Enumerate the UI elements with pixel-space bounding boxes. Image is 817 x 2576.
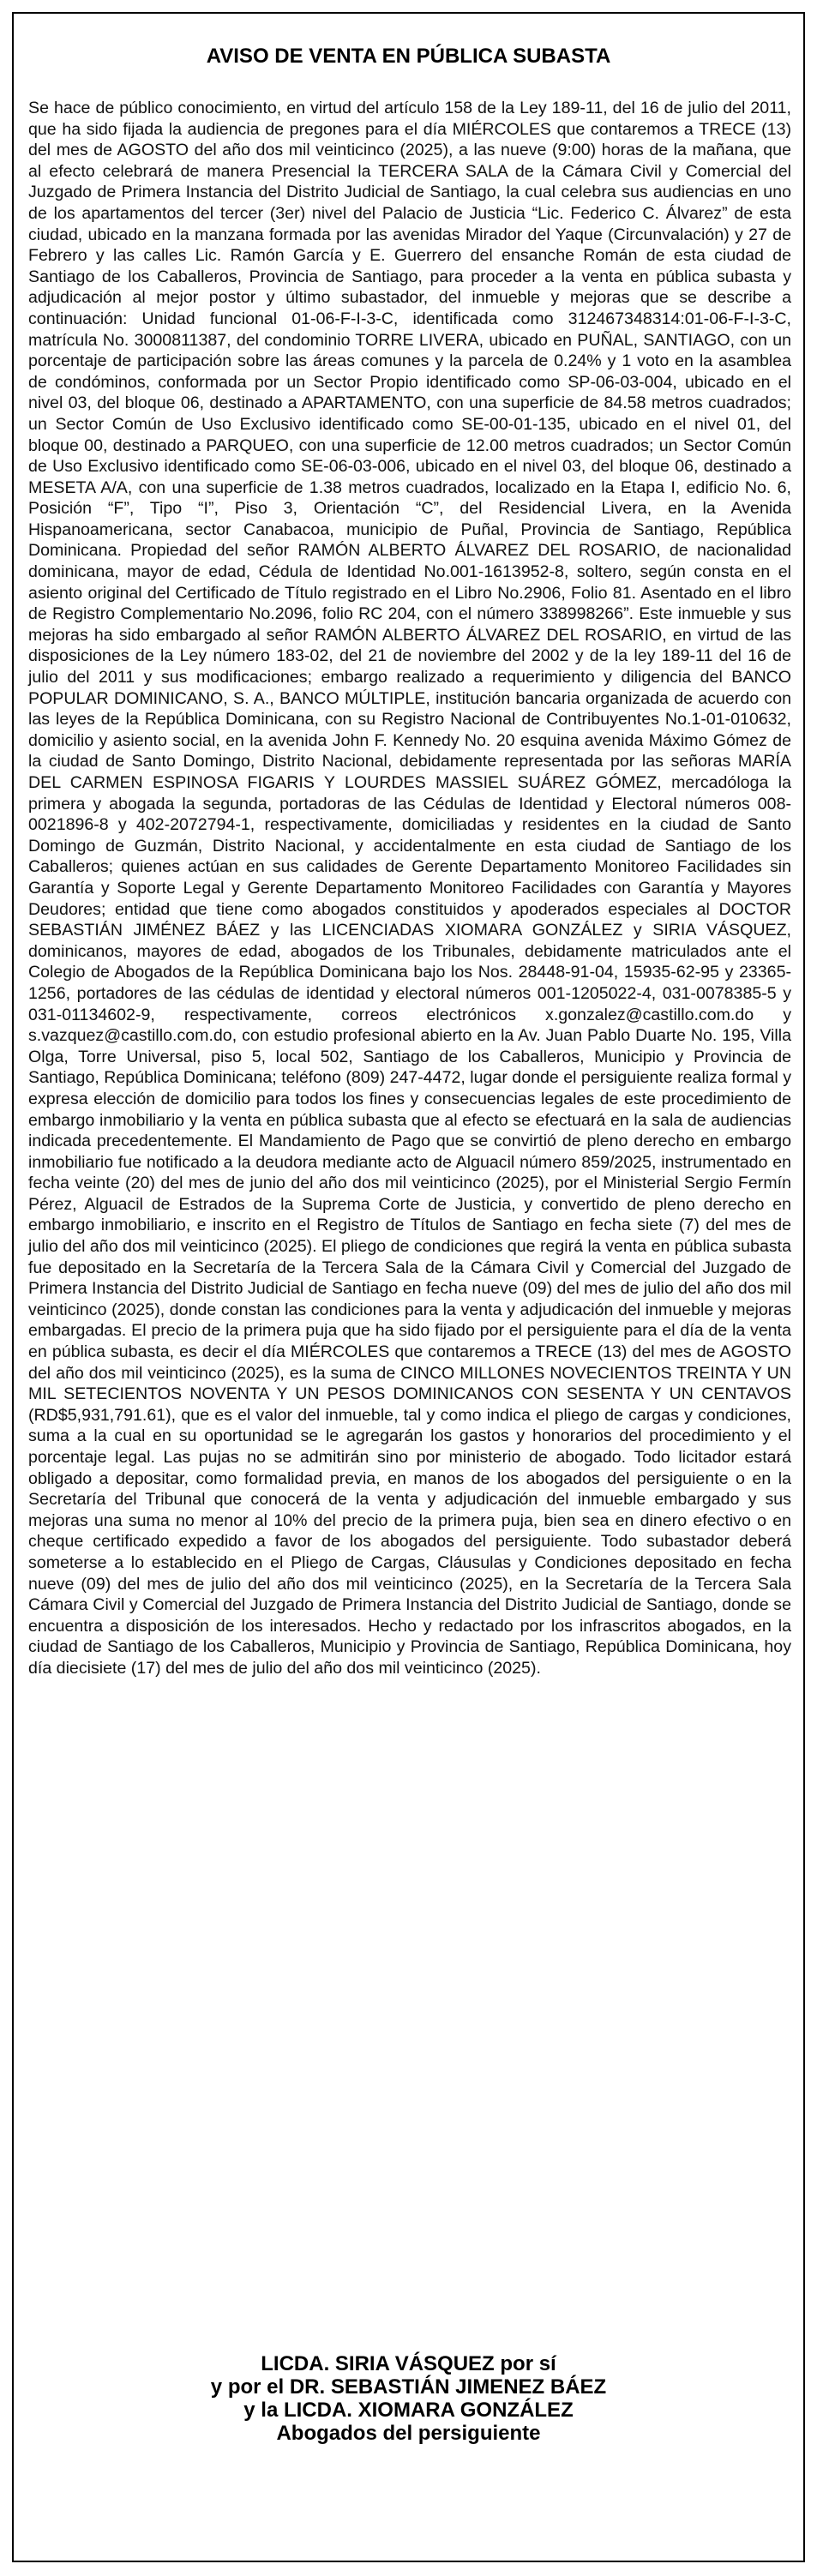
signature-line-4: Abogados del persiguiente: [276, 2422, 541, 2445]
signature-line-1: LICDA. SIRIA VÁSQUEZ por sí: [261, 2352, 556, 2375]
signature-line-2: y por el DR. SEBASTIÁN JIMENEZ BÁEZ: [210, 2375, 607, 2399]
signature-block: [14, 2352, 803, 2445]
notice-title: AVISO DE VENTA EN PÚBLICA SUBASTA: [206, 45, 611, 68]
notice-body-text: Se hace de público conocimiento, en virtud del artículo 158 de la Ley 189-11, del 16 de julio del 2011, que ha sido fijada la audiencia de pregones para el día MIÉRCOLES que contaremos a TRECE (13) del mes de AGOSTO del año dos mil veinticinco (2025), a las nueve (9:00) horas de la mañana, que al efecto celebrará de manera Presencial la TERCERA SALA de la Cámara Civil y Comercial del Juzgado de Primera Instancia del Distrito Judicial de Santiago, la cual celebra sus audiencias en uno de los apartamentos del tercer (3er) nivel del Palacio de Justicia “Lic. Federico C. Álvarez” de esta ciudad, ubicado en la manzana formada por las avenidas Mirador del Yaque (Circunvalación) y 27 de Febrero y las calles Lic. Ramón García y E. Guerrero del ensanche Román de esta ciudad de Santiago de los Caballeros, Provincia de Santiago, para proceder a la venta en pública subasta y adjudicación al mejor postor y último subastador, del inmueble y mejoras que se describe a continuación: Unidad funcional 01-06-F-I-3-C, identificada como 312467348314:01-06-F-I-3-C, matrícula No. 3000811387, del condominio TORRE LIVERA, ubicado en PUÑAL, SANTIAGO, con un porcentaje de participación sobre las áreas comunes y la parcela de 0.24% y 1 voto en la asamblea de condóminos, conformada por un Sector Propio identificado como SP-06-03-004, ubicado en el nivel 03, del bloque 06, destinado a APARTAMENTO, con una superficie de 84.58 metros cuadrados; un Sector Común de Uso Exclusivo identificado como SE-00-01-135, ubicado en el nivel 01, del bloque 00, destinado a PARQUEO, con una superficie de 12.00 metros cuadrados; un Sector Común de Uso Exclusivo identificado como SE-06-03-006, ubicado en el nivel 03, del bloque 06, destinado a MESETA A/A, con una superficie de 1.38 metros cuadrados, localizado en la Etapa I, edificio No. 6, Posición “F”, Tipo “I”, Piso 3, Orientación “C”, del Residencial Livera, en la Avenida Hispanoamericana, sector Canabacoa, municipio de Puñal, Provincia de Santiago, República Dominicana. Propiedad del señor RAMÓN ALBERTO ÁLVAREZ DEL ROSARIO, de nacionalidad dominicana, mayor de edad, Cédula de Identidad No.001-1613952-8, soltero, según consta en el asiento original del Certificado de Título registrado en el Libro No.2906, Folio 81. Asentado en el libro de Registro Complementario No.2096, folio RC 204, con el número 338998266”. Este inmueble y sus mejoras ha sido embargado al señor RAMÓN ALBERTO ÁLVAREZ DEL ROSARIO, en virtud de las disposiciones de la Ley número 183-02, del 21 de noviembre del 2002 y de la ley 189-11 del 16 de julio del 2011 y sus modificaciones; embargo realizado a requerimiento y diligencia del BANCO POPULAR DOMINICANO, S. A., BANCO MÚLTIPLE, institución bancaria organizada de acuerdo con las leyes de la República Dominicana, con su Registro Nacional de Contribuyentes No.1-01-010632, domicilio y asiento social, en la avenida John F. Kennedy No. 20 esquina avenida Máximo Gómez de la ciudad de Santo Domingo, Distrito Nacional, debidamente representada por las señoras MARÍA DEL CARMEN ESPINOSA FIGARIS Y LOURDES MASSIEL SUÁREZ GÓMEZ, mercadóloga la primera y abogada la segunda, portadoras de las Cédulas de Identidad y Electoral números 008-0021896-8 y 402-2072794-1, respectivamente, domiciliadas y residentes en la ciudad de Santo Domingo de Guzmán, Distrito Nacional, y accidentalmente en esta ciudad de Santiago de los Caballeros; quienes actúan en sus calidades de Gerente Departamento Monitoreo Facilidades sin Garantía y Soporte Legal y Gerente Departamento Monitoreo Facilidades con Garantía y Mayores Deudores; entidad que tiene como abogados constituidos y apoderados especiales al DOCTOR SEBASTIÁN JIMÉNEZ BÁEZ y las LICENCIADAS XIOMARA GONZÁLEZ y SIRIA VÁSQUEZ, dominicanos, mayores de edad, abogados de los Tribunales, debidamente matriculados ante el Colegio de Abogados de la República Dominicana bajo los Nos. 28448-91-04, 15935-62-95 y 23365-1256, portadores de las cédulas de identidad y electoral números 001-1205022-4, 031-0078385-5 y 031-01134602-9, respectivamente, correos electrónicos x.gonzalez@castillo.com.do y s.vazquez@castillo.com.do, con estudio profesional abierto en la Av. Juan Pablo Duarte No. 195, Villa Olga, Torre Universal, piso 5, local 502, Santiago de los Caballeros, Municipio y Provincia de Santiago, República Dominicana; teléfono (809) 247-4472, lugar donde el persiguiente realiza formal y expresa elección de domicilio para todos los fines y consecuencias legales de este procedimiento de embargo inmobiliario y la venta en pública subasta que al efecto se efectuará en la sala de audiencias indicada precedentemente. El Mandamiento de Pago que se convirtió de pleno derecho en embargo inmobiliario fue notificado a la deudora mediante acto de Alguacil número 859/2025, instrumentado en fecha veinte (20) del mes de junio del año dos mil veinticinco (2025), por el Ministerial Sergio Fermín Pérez, Alguacil de Estrados de la Suprema Corte de Justicia, y convertido de pleno derecho en embargo inmobiliario, e inscrito en el Registro de Títulos de Santiago en fecha siete (7) del mes de julio del año dos mil veinticinco (2025). El pliego de condiciones que regirá la venta en pública subasta fue depositado en la Secretaría de la Tercera Sala de la Cámara Civil y Comercial del Juzgado de Primera Instancia del Distrito Judicial de Santiago en fecha nueve (09) del mes de julio del año dos mil veinticinco (2025), donde constan las condiciones para la venta y adjudicación del inmueble y mejoras embargadas. El precio de la primera puja que ha sido fijado por el persiguiente para el día de la venta en pública subasta, es decir el día MIÉRCOLES que contaremos a TRECE (13) del mes de AGOSTO del año dos mil veinticinco (2025), es la suma de CINCO MILLONES NOVECIENTOS TREINTA Y UN MIL SETECIENTOS NOVENTA Y UN PESOS DOMINICANOS CON SESENTA Y UN CENTAVOS (RD$5,931,791.61), que es el valor del inmueble, tal y como indica el pliego de cargas y condiciones, suma a la cual en su oportunidad se le agregarán los gastos y honorarios del procedimiento y el porcentaje legal. Las pujas no se admitirán sino por ministerio de abogado. Todo licitador estará obligado a depositar, como formalidad previa, en manos de los abogados del persiguiente o en la Secretaría del Tribunal que conocerá de la venta y adjudicación del inmueble embargado y sus mejoras una suma no menor al 10% del precio de la primera puja, bien sea en dinero efectivo o en cheque certificado expedido a favor de los abogados del persiguiente. Todo subastador deberá someterse a lo establecido en el Pliego de Cargas, Cláusulas y Condiciones depositado en fecha nueve (09) del mes de julio del año dos mil veinticinco (2025), en la Secretaría de la Tercera Sala Cámara Civil y Comercial del Juzgado de Primera Instancia del Distrito Judicial de Santiago, donde se encuentra a disposición de los interesados. Hecho y redactado por los infrascritos abogados, en la ciudad de Santiago de los Caballeros, Municipio y Provincia de Santiago, República Dominicana, hoy día diecisiete (17) del mes de julio del año dos mil veinticinco (2025).: [28, 99, 791, 1678]
signature-line-3: y la LICDA. XIOMARA GONZÁLEZ: [243, 2399, 574, 2422]
legal-notice-box: [12, 12, 805, 2562]
